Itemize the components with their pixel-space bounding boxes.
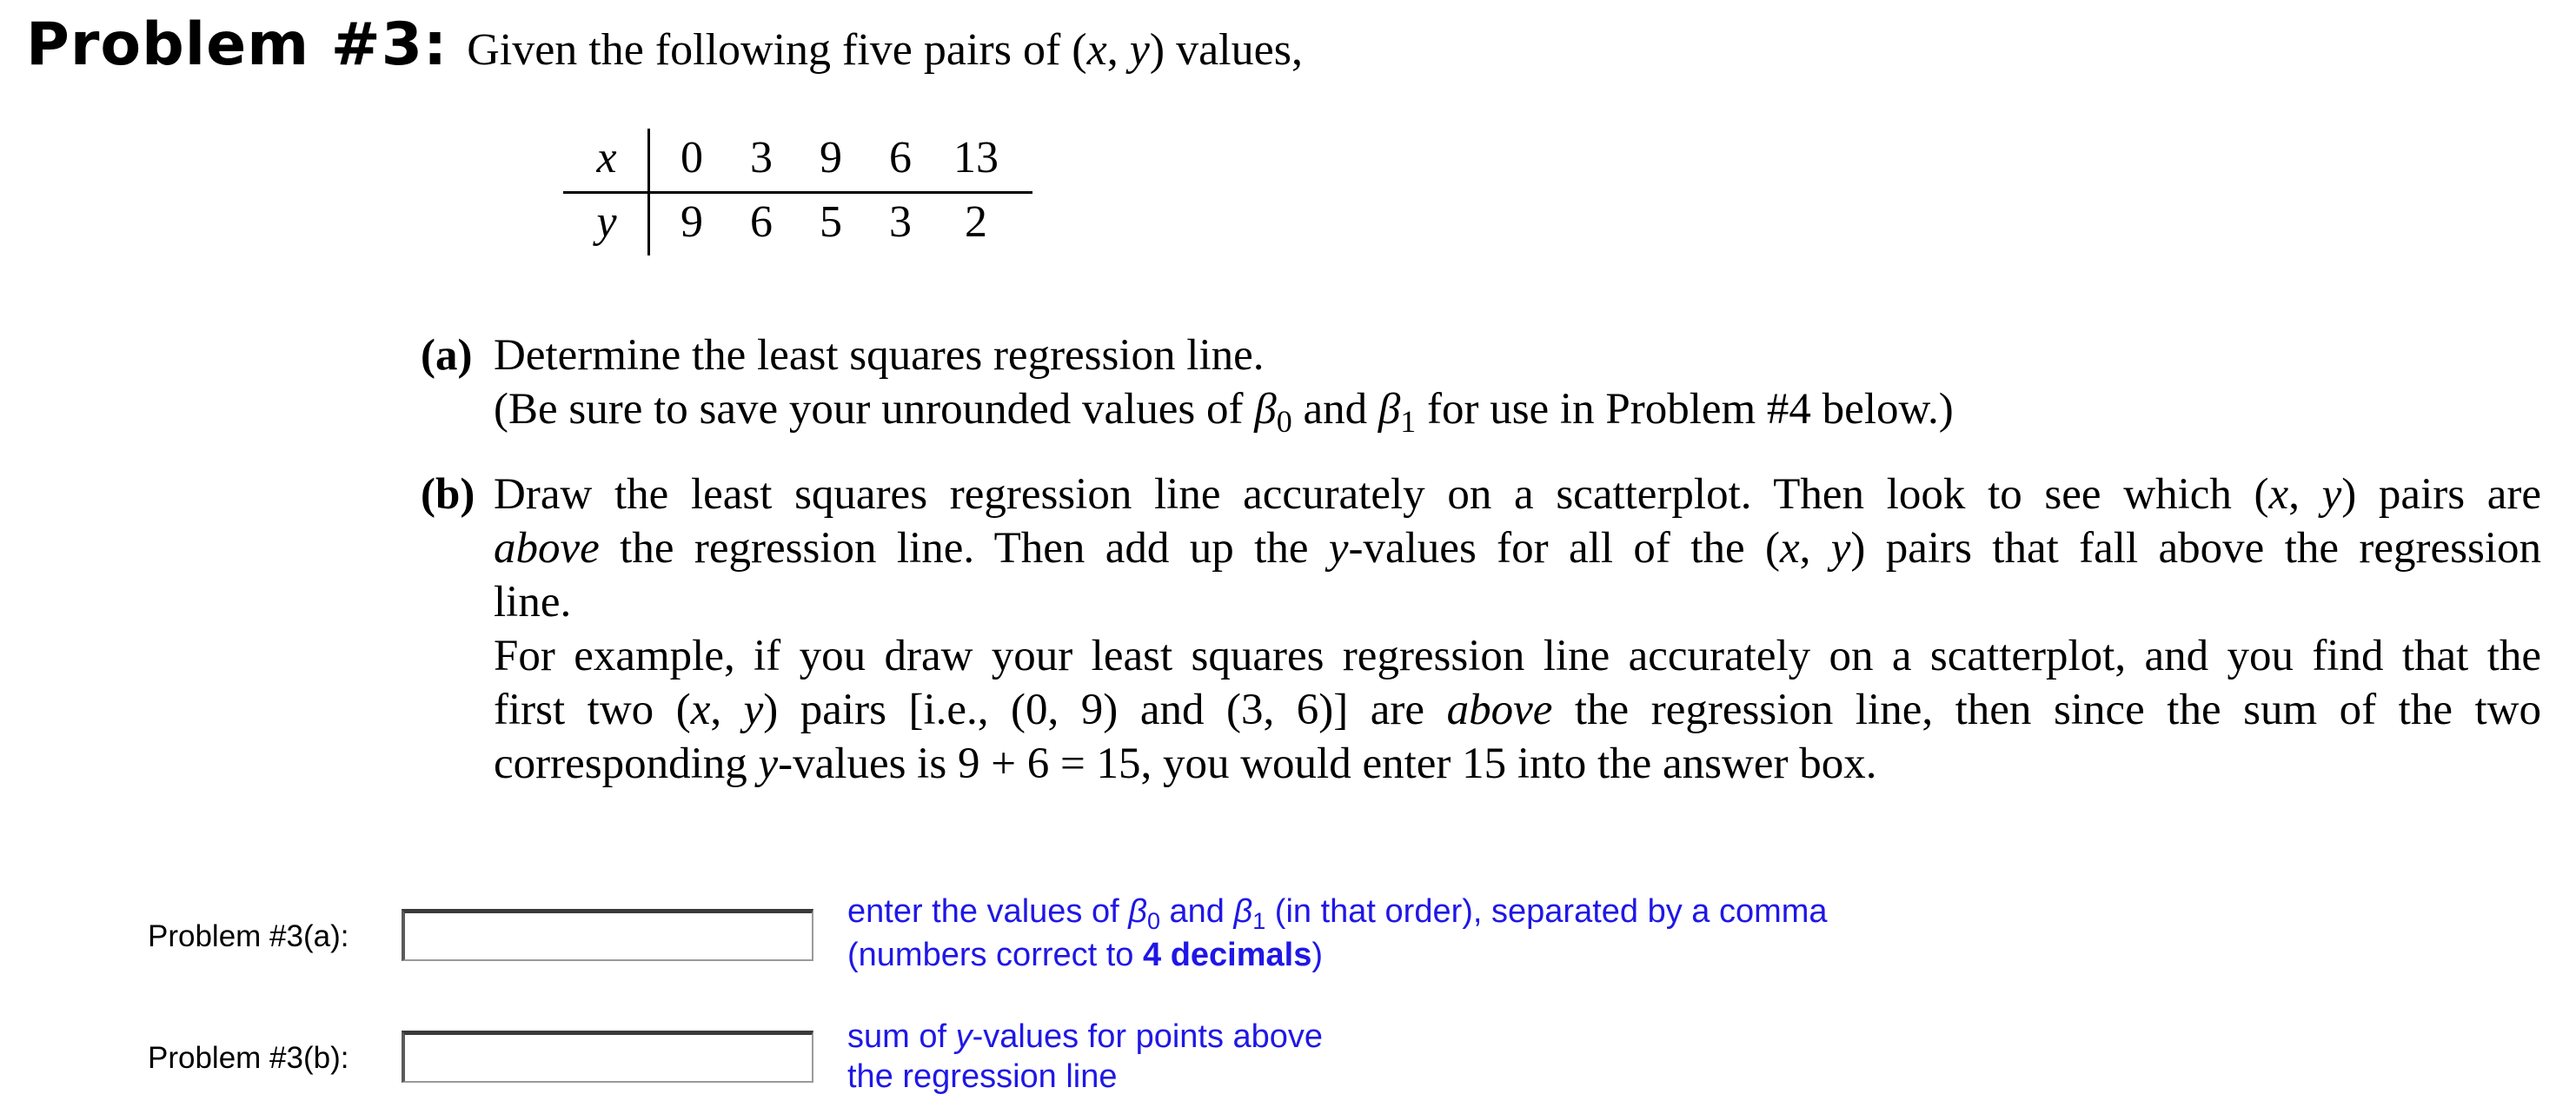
part-b-example-line1: For example, if you draw your least squares regression line accurately on a scatterplot, and you find that the: [494, 632, 2541, 680]
x-value-cell: 3: [750, 133, 773, 182]
y-value-cell: 5: [820, 197, 842, 247]
y-value-cell: 9: [681, 197, 703, 247]
answer-a-label: Problem #3(a):: [148, 919, 349, 953]
part-b-example-line3: corresponding y-values is 9 + 6 = 15, you would enter 15 into the answer box.: [494, 739, 1877, 788]
part-b-label: (b): [421, 470, 475, 519]
answer-b-hint-line1: sum of y-values for points above: [847, 1018, 1324, 1055]
x-value-cell: 9: [820, 133, 842, 182]
answer-a-hint: [847, 890, 1828, 977]
x-value-cell: 13: [953, 133, 999, 182]
problem-intro: Given the following five pairs of (x, y) values,: [467, 25, 1303, 75]
part-b-line1: Draw the least squares regression line accurately on a scatterplot. Then look to see which (x, y) pairs are: [494, 470, 2542, 519]
part-a-label: (a): [421, 331, 473, 380]
part-b-line3: line.: [494, 578, 572, 627]
answer-b-hint: [847, 1017, 1323, 1097]
row-label-y: y: [596, 197, 617, 247]
answer-b-input[interactable]: [402, 1031, 813, 1083]
xy-data-table: [563, 129, 1032, 259]
answer-b-label: Problem #3(b):: [148, 1041, 349, 1075]
table-horizontal-rule: [563, 191, 1032, 194]
answer-a-input[interactable]: [402, 909, 813, 961]
problem-heading: [26, 10, 1303, 79]
y-value-cell: 2: [965, 197, 987, 247]
x-value-cell: 6: [889, 133, 912, 182]
part-b-line2: above the regression line. Then add up the y-values for all of the (x, y) pairs that fall above the regression: [494, 524, 2541, 573]
row-label-x: x: [596, 133, 617, 182]
part-b-example-line2: first two (x, y) pairs [i.e., (0, 9) and (3, 6)] are above the regression line, then since the sum of the two: [494, 686, 2542, 734]
x-value-cell: 0: [681, 133, 703, 182]
part-a-line1: Determine the least squares regression line.: [494, 331, 1265, 380]
problem-title: Problem #3:: [26, 10, 448, 79]
y-value-cell: 3: [889, 197, 912, 247]
answer-b-hint-line2: the regression line: [847, 1058, 1118, 1095]
y-value-cell: 6: [750, 197, 773, 247]
part-a-line2: (Be sure to save your unrounded values of $\beta_0$ and $\beta_1$ for use in Problem #4 below.): [494, 385, 1954, 439]
answer-a-hint-line1: enter the values of $\beta_0$ and $\beta_1$ (in that order), separated by a comma: [847, 893, 1828, 934]
answer-a-hint-line2: (numbers correct to 4 decimals): [847, 937, 1323, 973]
